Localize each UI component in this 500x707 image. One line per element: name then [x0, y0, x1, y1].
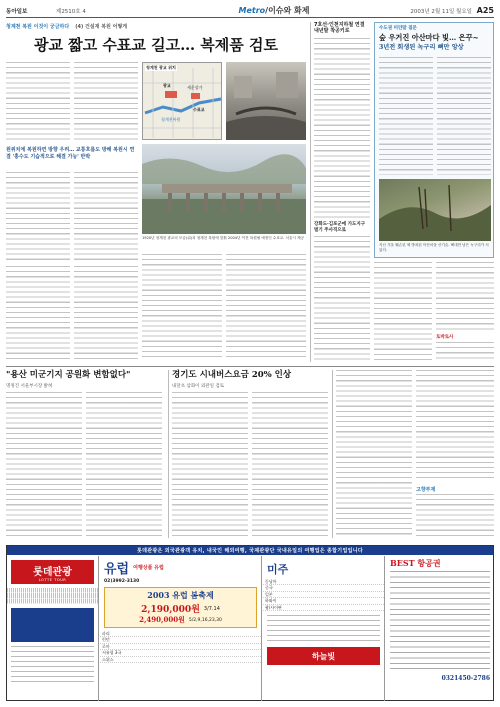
feature-headline-1: 숲 우거진 아산마다 빛… 은꾸~	[379, 33, 479, 42]
ad-america-title: 미주	[267, 563, 289, 576]
ad-best-title: BEST 항공권	[390, 558, 441, 568]
map-label-restore: 청계천복원	[161, 117, 181, 122]
lead-body-col8	[74, 266, 138, 360]
right-lower-body-1	[374, 262, 432, 360]
feature-body-2	[437, 57, 491, 175]
lead-body-col6	[226, 254, 306, 360]
lead-body-col1	[6, 62, 70, 140]
story-right-body-3	[416, 494, 494, 538]
tour-advertisement	[6, 545, 494, 701]
feature-body-1	[379, 57, 433, 175]
sidebar-title: 고향부재	[416, 487, 436, 493]
page-number: A25	[476, 6, 494, 15]
right-lower-body-2	[436, 262, 494, 330]
section-name: /이슈와 화제	[265, 6, 310, 15]
news-item-ganghwa: 강화도·김포군에 가도지구 벌기 주사직으로	[314, 222, 366, 233]
lead-photo-bridge	[142, 144, 306, 234]
ad-europe-column	[100, 556, 262, 701]
lead-photo-old	[226, 62, 306, 140]
right-column	[314, 22, 494, 362]
sidebar-tag: 토박토사	[436, 335, 454, 340]
ad-europe-row: 런던	[100, 637, 261, 643]
ad-phone-2: 0321450-2786	[441, 675, 490, 682]
lead-body-col5	[142, 254, 222, 360]
ad-brand-row	[7, 599, 98, 604]
map-caption: 청계천 광교 위치	[146, 65, 176, 70]
story-yongsan-body-1	[6, 392, 82, 538]
lead-story	[6, 22, 306, 362]
ad-best-column	[386, 556, 494, 701]
lead-subhead: 원위치에 복원하면 방향 우려… 교통흐름도 방해 복원시 연결 '홍수도 기습적으로 해결 가능' 반박	[6, 147, 135, 160]
middle-divider-1	[168, 370, 169, 538]
lead-headline: 광교 짧고 수표교 길고… 복제품 검토	[34, 36, 278, 54]
ad-sub-price: 2,490,000원	[139, 615, 185, 624]
ad-america-row: 중국	[263, 585, 384, 591]
lead-body-col3	[6, 172, 70, 260]
ad-america-row: 동남아	[263, 579, 384, 585]
ad-europe-row: 파리	[100, 631, 261, 637]
section-brand: Metro	[238, 6, 266, 15]
ad-america-column	[263, 556, 385, 701]
ad-best-list	[390, 571, 490, 671]
paper-name: 동아일보	[6, 8, 28, 15]
news-item-subway-body	[314, 38, 370, 218]
ad-promo-title: 2003 유럽 봄축제	[147, 590, 214, 600]
story-bus-headline: 경기도 시내버스요금 20% 인상	[172, 370, 292, 380]
lead-body-col7	[6, 266, 70, 360]
ad-brand-fineprint	[11, 646, 94, 686]
ad-brand-sub: LOTTE TOUR	[38, 577, 67, 582]
ad-brand-name: 롯데관광	[33, 566, 72, 578]
ad-brand-column	[7, 556, 99, 701]
middle-stories	[6, 370, 494, 540]
story-right-body-1	[336, 370, 412, 538]
news-item-subway: 7호선·인천지하철 연결 내년말 착공키로	[314, 22, 365, 35]
issue-date: 2003년 2월 11일 월요일	[410, 8, 472, 15]
ad-promo-dates: 3/7.14	[203, 605, 220, 612]
ad-america-fineprint	[267, 615, 380, 643]
story-right-body-2	[416, 370, 494, 482]
ad-america-row: 하와이	[263, 598, 384, 604]
ad-brand-box	[11, 608, 94, 642]
feature-box	[374, 22, 494, 258]
ad-europe-row: 서유럽 3국	[100, 650, 261, 656]
story-bus-source: 내달초 삼화이 외관일 검토	[172, 384, 225, 389]
ad-europe-title: 유럽	[104, 562, 130, 577]
ad-sub-dates: 5/2,9,16,23,30	[188, 617, 222, 623]
ad-banner: 롯데관광은 외국관광객 유치, 내국인 해외여행, 국제관광단 국내유일의 여행업은 종합기업입니다	[7, 546, 493, 555]
story-bus-body-2	[252, 392, 328, 538]
masthead	[6, 4, 494, 18]
story-yongsan-body-2	[86, 392, 162, 538]
lead-body-col4	[74, 172, 138, 260]
lead-body-col2	[74, 62, 138, 140]
ad-promo-box	[104, 587, 257, 628]
lead-tag-part: (4) 건설재 복원 어떻게	[75, 24, 128, 30]
story-yongsan-source: 명정진 서울부시장 밝혀	[6, 384, 53, 389]
ad-sky-box: 하늘빛	[267, 647, 380, 665]
section-title	[186, 5, 362, 16]
lead-map	[142, 62, 222, 140]
middle-divider-2	[332, 370, 333, 538]
feature-photo	[379, 179, 491, 241]
ad-brand-list	[7, 588, 98, 604]
ad-europe-offer: 여행상품 유럽	[133, 565, 164, 571]
map-label-gwanggyo: 광교	[163, 83, 171, 88]
feature-photo-caption: 지난 겨울 훼손된 채 방치된 아산마을 산기슭. 뼈대만 남은 녹구리가 서 있다.	[379, 243, 489, 252]
feature-headline-2: 3년전 회생된 녹구리 뼈만 앙상	[379, 44, 464, 51]
feature-tag: 수도권 미얀말 질문	[379, 26, 417, 31]
ad-america-row: 일본	[263, 592, 384, 598]
map-label-supyo: 수표교	[193, 107, 205, 112]
map-label-sewoon: 세운상가	[187, 85, 203, 90]
column-divider	[310, 22, 311, 362]
story-bus-body-1	[172, 392, 248, 538]
ad-europe-row: 스위스	[100, 657, 261, 663]
issue-number: 제2510호 4	[56, 8, 86, 15]
ad-brand-logo	[11, 560, 94, 584]
ad-america-row: 괌/사이판	[263, 605, 384, 611]
news-item-ganghwa-body	[314, 236, 370, 360]
ad-europe-row: 로마	[100, 644, 261, 650]
ad-promo-price: 2,190,000원	[141, 605, 200, 615]
lead-tag: 청계천 복원 이것이 궁금하다	[6, 24, 70, 30]
ad-phone-1: 02)3992-3130	[104, 579, 140, 584]
lead-photo-caption: 1920년 청계천 광교의 모습(위)과 청계천 복원에 맞춰 2004년 이전 복원될 예정인 수표교. 서울시 제공	[142, 236, 305, 240]
middle-divider	[6, 366, 494, 367]
right-lower-body-3	[436, 342, 494, 360]
story-yongsan-headline: "용산 미군기지 공원화 변함없다"	[6, 370, 131, 380]
